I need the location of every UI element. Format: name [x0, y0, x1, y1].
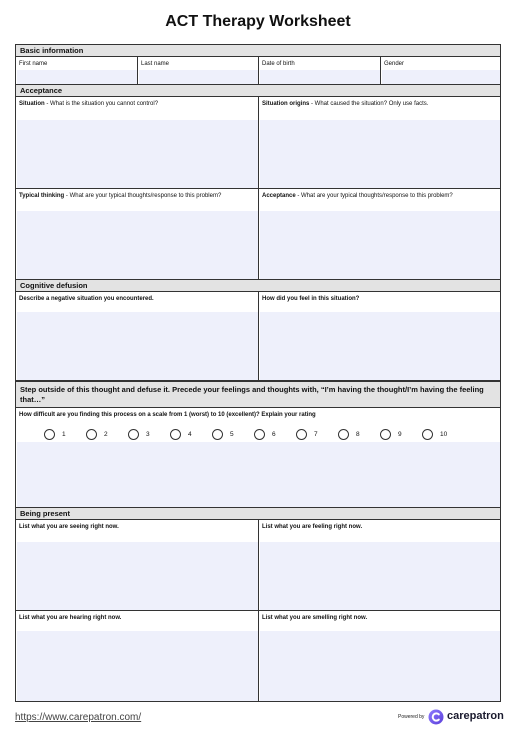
- first-name-fill: [17, 70, 137, 84]
- rating-option-5[interactable]: 5: [212, 429, 254, 440]
- hearing-fill: [17, 631, 258, 701]
- seeing-prompt: List what you are seeing right now.: [19, 524, 119, 530]
- powered-by-label: Powered by: [398, 714, 425, 720]
- difficulty-fill: [17, 442, 500, 507]
- radio-circle-icon: [422, 429, 433, 440]
- rating-option-6[interactable]: 6: [254, 429, 296, 440]
- page-title: ACT Therapy Worksheet: [165, 13, 351, 30]
- rating-option-2[interactable]: 2: [86, 429, 128, 440]
- situation-origins-prompt: - What caused the situation? Only use facts.: [309, 101, 429, 107]
- feeling-prompt: List what you are feeling right now.: [262, 524, 363, 530]
- last-name-fill: [139, 70, 258, 84]
- rating-scale: [44, 428, 464, 440]
- carepatron-brand: carepatron: [447, 710, 504, 722]
- situation-prompt: - What is the situation you cannot control?: [44, 101, 159, 107]
- difficulty-prompt: How difficult are you finding this process on a scale from 1 (worst) to 10 (excellent)? Explain your rating: [19, 412, 316, 418]
- step-outside-heading: Step outside of this thought and defuse it. Precede your feelings and thoughts with, “I’m having the thought/I’m having the feeling that…”: [16, 381, 500, 408]
- carepatron-link[interactable]: https://www.carepatron.com/: [15, 712, 142, 723]
- acceptance-label: Acceptance: [262, 193, 296, 199]
- feel-in-situation-prompt: How did you feel in this situation?: [262, 296, 360, 302]
- negative-situation-prompt: Describe a negative situation you encountered.: [19, 296, 154, 302]
- worksheet-form: [15, 44, 501, 702]
- section-basic-information: Basic information: [16, 45, 500, 57]
- situation-label: Situation: [19, 101, 45, 107]
- rating-option-8[interactable]: 8: [338, 429, 380, 440]
- radio-circle-icon: [170, 429, 181, 440]
- last-name-label: Last name: [141, 61, 170, 67]
- situation-origins-fill: [260, 120, 500, 188]
- seeing-fill: [17, 542, 258, 610]
- radio-circle-icon: [254, 429, 265, 440]
- radio-circle-icon: [86, 429, 97, 440]
- acceptance-fill: [260, 211, 500, 279]
- radio-circle-icon: [212, 429, 223, 440]
- date-of-birth-label: Date of birth: [262, 61, 295, 67]
- gender-label: Gender: [384, 61, 405, 67]
- smelling-fill: [260, 631, 500, 701]
- radio-circle-icon: [128, 429, 139, 440]
- rating-option-10[interactable]: 10: [422, 429, 464, 440]
- rating-option-3[interactable]: 3: [128, 429, 170, 440]
- rating-option-9[interactable]: 9: [380, 429, 422, 440]
- carepatron-logo-icon: [428, 709, 444, 725]
- typical-thinking-prompt: - What are your typical thoughts/response to this problem?: [64, 193, 222, 199]
- typical-thinking-label: Typical thinking: [19, 193, 65, 199]
- feeling-fill: [260, 542, 500, 610]
- smelling-prompt: List what you are smelling right now.: [262, 615, 368, 621]
- hearing-prompt: List what you are hearing right now.: [19, 615, 122, 621]
- situation-fill: [17, 120, 258, 188]
- rating-option-1[interactable]: 1: [44, 429, 86, 440]
- radio-circle-icon: [44, 429, 55, 440]
- situation-origins-label: Situation origins: [262, 101, 310, 107]
- section-acceptance: Acceptance: [16, 85, 500, 97]
- typical-thinking-fill: [17, 211, 258, 279]
- rating-option-7[interactable]: 7: [296, 429, 338, 440]
- acceptance-prompt: - What are your typical thoughts/response to this problem?: [295, 193, 453, 199]
- gender-fill: [382, 70, 500, 84]
- radio-circle-icon: [338, 429, 349, 440]
- date-of-birth-fill: [260, 70, 380, 84]
- first-name-label: First name: [19, 61, 48, 67]
- negative-situation-fill: [17, 312, 258, 380]
- section-being-present: Being present: [16, 508, 500, 520]
- feel-in-situation-fill: [260, 312, 500, 380]
- section-cognitive-defusion: Cognitive defusion: [16, 280, 500, 292]
- rating-option-4[interactable]: 4: [170, 429, 212, 440]
- radio-circle-icon: [296, 429, 307, 440]
- radio-circle-icon: [380, 429, 391, 440]
